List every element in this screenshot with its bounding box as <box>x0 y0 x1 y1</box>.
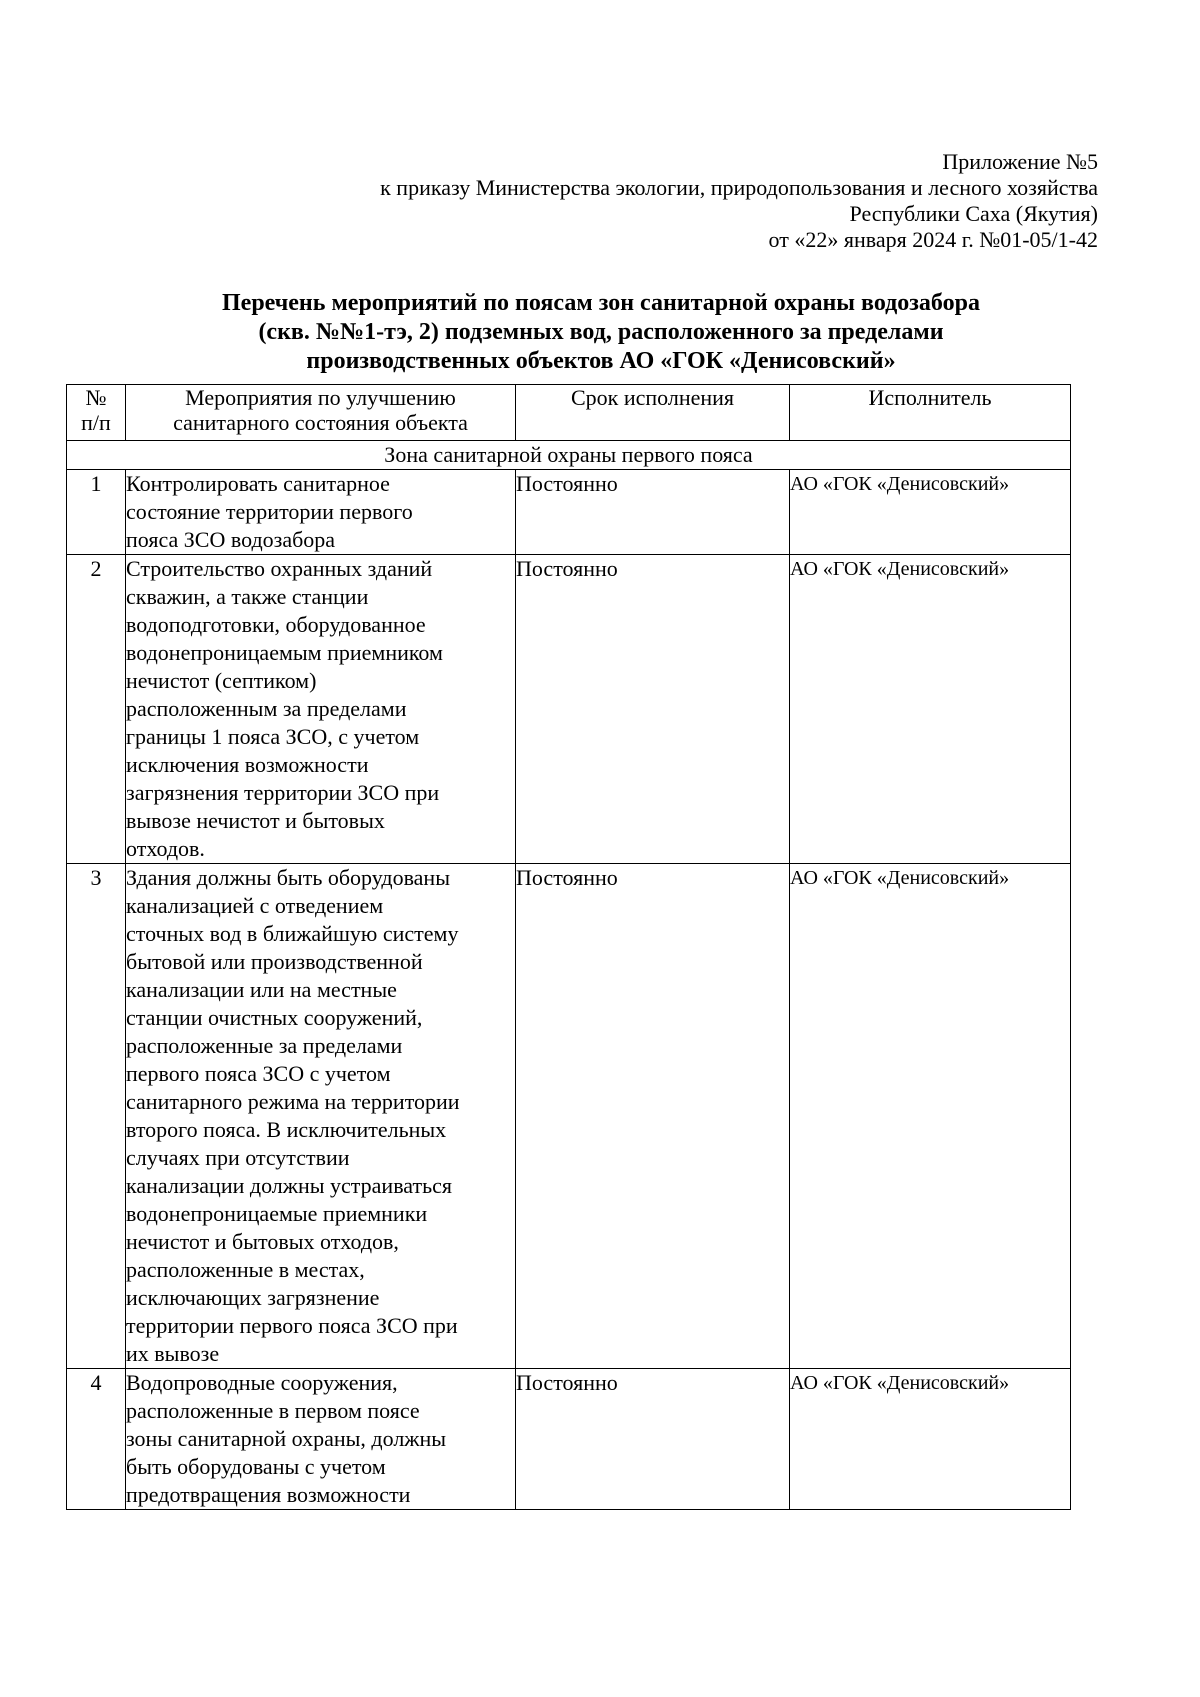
row-number: 3 <box>67 864 126 1369</box>
measure-text <box>126 470 516 555</box>
measures-table <box>66 384 1071 1510</box>
header-num-line-1: № <box>85 385 107 410</box>
measure-line: расположенным за пределами <box>126 696 407 721</box>
table-row <box>67 470 1071 555</box>
measure-line: нечистот (септиком) <box>126 668 317 693</box>
republic-name: Республики Саха (Якутия) <box>849 201 1098 226</box>
header-executor: Исполнитель <box>790 385 1071 441</box>
zone-heading-row <box>67 441 1071 470</box>
measure-line: канализацией с отведением <box>126 893 384 918</box>
measure-text <box>126 864 516 1369</box>
zone-heading: Зона санитарной охраны первого пояса <box>67 441 1071 470</box>
measure-line: водонепроницаемые приемники <box>126 1201 428 1226</box>
measure-line: Контролировать санитарное <box>126 471 390 496</box>
measure-line: вывозе нечистот и бытовых <box>126 808 385 833</box>
measure-line: отходов. <box>126 836 205 861</box>
header-deadline: Срок исполнения <box>516 385 790 441</box>
order-date-number: от «22» января 2024 г. №01-05/1-42 <box>768 227 1098 252</box>
measure-line: территории первого пояса ЗСО при <box>126 1313 458 1338</box>
measure-line: Здания должны быть оборудованы <box>126 865 450 890</box>
row-number: 4 <box>67 1369 126 1510</box>
measure-line: нечистот и бытовых отходов, <box>126 1229 399 1254</box>
title-line-3: производственных объектов АО «ГОК «Денисовский» <box>306 348 896 374</box>
header-measure-line-1: Мероприятия по улучшению <box>185 385 456 410</box>
measure-line: скважин, а также станции <box>126 584 369 609</box>
row-number: 2 <box>67 555 126 864</box>
measure-line: Водопроводные сооружения, <box>126 1370 398 1395</box>
appendix-header <box>380 149 1098 253</box>
measure-line: Строительство охранных зданий <box>126 556 433 581</box>
deadline: Постоянно <box>516 470 790 555</box>
measure-line: канализации или на местные <box>126 977 397 1002</box>
table-row <box>67 864 1071 1369</box>
deadline: Постоянно <box>516 1369 790 1510</box>
measure-line: случаях при отсутствии <box>126 1145 350 1170</box>
header-num <box>67 385 126 441</box>
order-reference: к приказу Министерства экологии, природопользования и лесного хозяйства <box>380 175 1098 200</box>
measure-line: расположенные за пределами <box>126 1033 403 1058</box>
measure-text <box>126 555 516 864</box>
table-row <box>67 555 1071 864</box>
header-measure-line-2: санитарного состояния объекта <box>173 410 468 435</box>
measure-line: станции очистных сооружений, <box>126 1005 423 1030</box>
measure-text <box>126 1369 516 1510</box>
document-title <box>66 289 1136 376</box>
measure-line: второго пояса. В исключительных <box>126 1117 447 1142</box>
header-num-line-2: п/п <box>81 410 111 435</box>
measure-line: предотвращения возможности <box>126 1482 411 1507</box>
measure-line: границы 1 пояса ЗСО, с учетом <box>126 724 420 749</box>
title-line-1: Перечень мероприятий по поясам зон санитарной охраны водозабора <box>222 290 980 316</box>
title-line-2: (скв. №№1-тэ, 2) подземных вод, расположенного за пределами <box>258 319 944 345</box>
measure-line: быть оборудованы с учетом <box>126 1454 386 1479</box>
measure-line: водоподготовки, оборудованное <box>126 612 426 637</box>
deadline: Постоянно <box>516 555 790 864</box>
measure-line: бытовой или производственной <box>126 949 423 974</box>
header-measure <box>126 385 516 441</box>
appendix-number: Приложение №5 <box>942 149 1098 174</box>
executor: АО «ГОК «Денисовский» <box>790 1369 1071 1510</box>
table-header-row <box>67 385 1071 441</box>
measure-line: исключающих загрязнение <box>126 1285 380 1310</box>
measure-line: водонепроницаемым приемником <box>126 640 443 665</box>
measure-line: санитарного режима на территории <box>126 1089 460 1114</box>
executor: АО «ГОК «Денисовский» <box>790 470 1071 555</box>
row-number: 1 <box>67 470 126 555</box>
measure-line: состояние территории первого <box>126 499 413 524</box>
measure-line: их вывозе <box>126 1341 220 1366</box>
measure-line: исключения возможности <box>126 752 369 777</box>
measure-line: пояса ЗСО водозабора <box>126 527 336 552</box>
measure-line: зоны санитарной охраны, должны <box>126 1426 447 1451</box>
measure-line: расположенные в местах, <box>126 1257 365 1282</box>
executor: АО «ГОК «Денисовский» <box>790 864 1071 1369</box>
measure-line: первого пояса ЗСО с учетом <box>126 1061 391 1086</box>
table-row <box>67 1369 1071 1510</box>
executor: АО «ГОК «Денисовский» <box>790 555 1071 864</box>
measure-line: сточных вод в ближайшую систему <box>126 921 459 946</box>
deadline: Постоянно <box>516 864 790 1369</box>
measure-line: расположенные в первом поясе <box>126 1398 420 1423</box>
measure-line: загрязнения территории ЗСО при <box>126 780 440 805</box>
measure-line: канализации должны устраиваться <box>126 1173 453 1198</box>
